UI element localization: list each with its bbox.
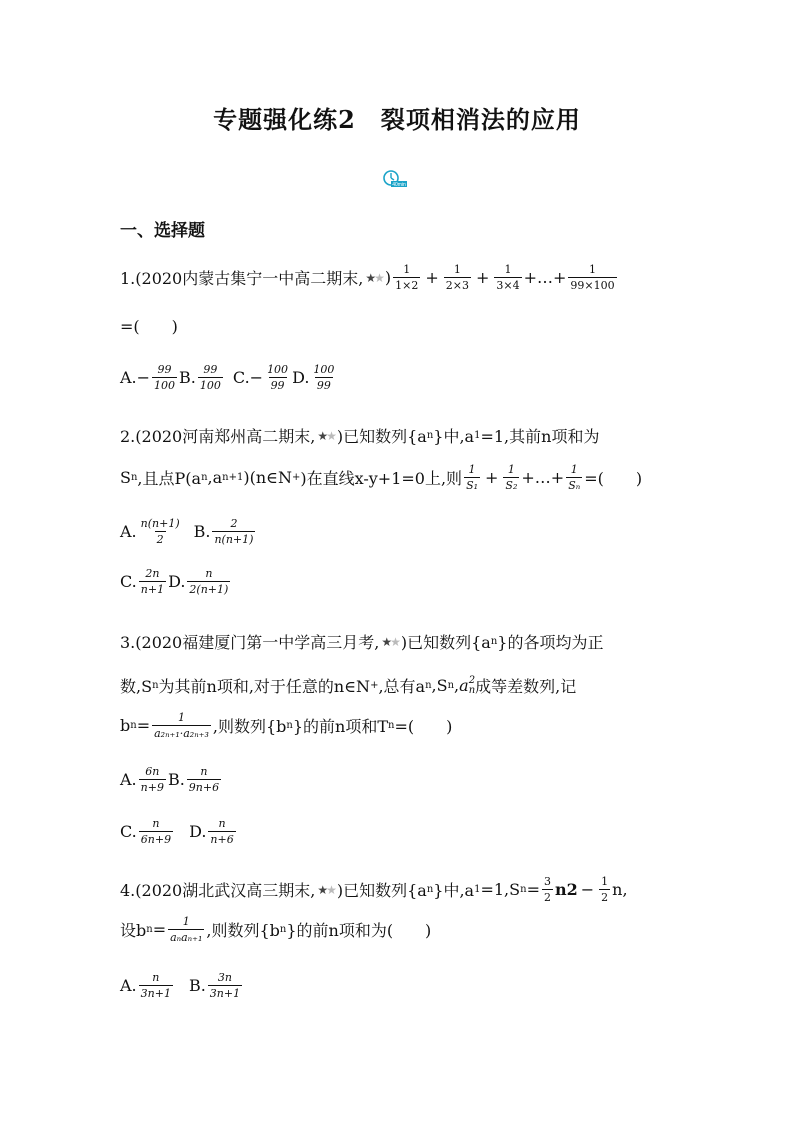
difficulty-stars-icon: ★★ — [365, 270, 383, 285]
question-4-line-2: 设b n = $\frac{1}{\text{aₙaₙ₊₁}}$ ,则数列{b n }的前n项和为( ) — [120, 915, 432, 944]
difficulty-stars-icon: ★★ — [381, 634, 399, 649]
question-1-end: =( ) — [120, 317, 178, 336]
timer-icon — [382, 170, 408, 188]
question-2-line-1: 2.(2020河南郑州高二期末, ★★ )已知数列{a n }中,a 1 =1,其前n项和为 — [120, 427, 600, 446]
svg-text:40min: 40min — [392, 182, 406, 188]
question-3-line-2: 数,S n 为其前n项和,对于任意的n∈N + ,总有a n ,S n , a 2 n 成等差数列,记 — [120, 674, 577, 696]
question-3-line-3: b n = $\frac{1}{\text{a₂ₙ₊₁·a₂ₙ₊₃}}$ ,则数列{b n }的前n项和T n =( ) — [120, 711, 453, 740]
question-3-line-1: 3.(2020福建厦门第一中学高三月考, ★★ )已知数列{a n }的各项均为正 — [120, 633, 604, 652]
question-4-line-1: 4.(2020湖北武汉高三期末, ★★ )已知数列{a n }中,a 1 =1,S n = $\frac{3}{2}$ n2 − $\frac{1}{2}$ n, — [120, 875, 628, 904]
difficulty-stars-icon: ★★ — [317, 428, 335, 443]
question-4-options-ab: A. $\frac{n}{3n+1}$ B. $\frac{3n}{3n+1}$ — [120, 971, 241, 1000]
question-2-options-cd: C. $\frac{2n}{n+1}$ D. $\frac{n}{2(n+1)}$ — [120, 567, 229, 596]
question-3-options-ab: A. $\frac{6n}{n+9}$ B. $\frac{n}{9n+6}$ — [120, 765, 220, 794]
question-2-options-ab: A. $\frac{n(n+1)}{2}$ B. $\frac{2}{n(n+1)}$ — [120, 517, 254, 546]
question-1-options: A. − $\frac{99}{100}$ B. $\frac{99}{100}$ C. − $\frac{100}{99}$ D. $\frac{100}{99}$ — [120, 363, 335, 392]
section-heading: 一、选择题 — [120, 221, 205, 241]
difficulty-stars-icon: ★★ — [317, 882, 335, 897]
question-3-options-cd: C. $\frac{n}{6n+9}$ D. $\frac{n}{n+6}$ — [120, 817, 234, 846]
question-2-line-2: S n ,且点P(a n ,a n+1 )(n∈N + )在直线x-y+1=0上,则 $\frac{1}{\text{S₁}}$ + $\frac{1}{\text{S₂}}$ +…+ $\frac{1}{\text{Sₙ}}$ =( ) — [120, 463, 643, 492]
question-1-stem: 1.(2020内蒙古集宁一中高二期末, ★★ ) $\frac{1}{1\times 2}$ + $\frac{1}{2\times 3}$ + $\frac{1}{3\times 4}$ +…+ $\frac{1}{99\times 100}$ — [120, 263, 615, 292]
page-title: 专题强化练2 裂项相消法的应用 — [213, 105, 581, 134]
